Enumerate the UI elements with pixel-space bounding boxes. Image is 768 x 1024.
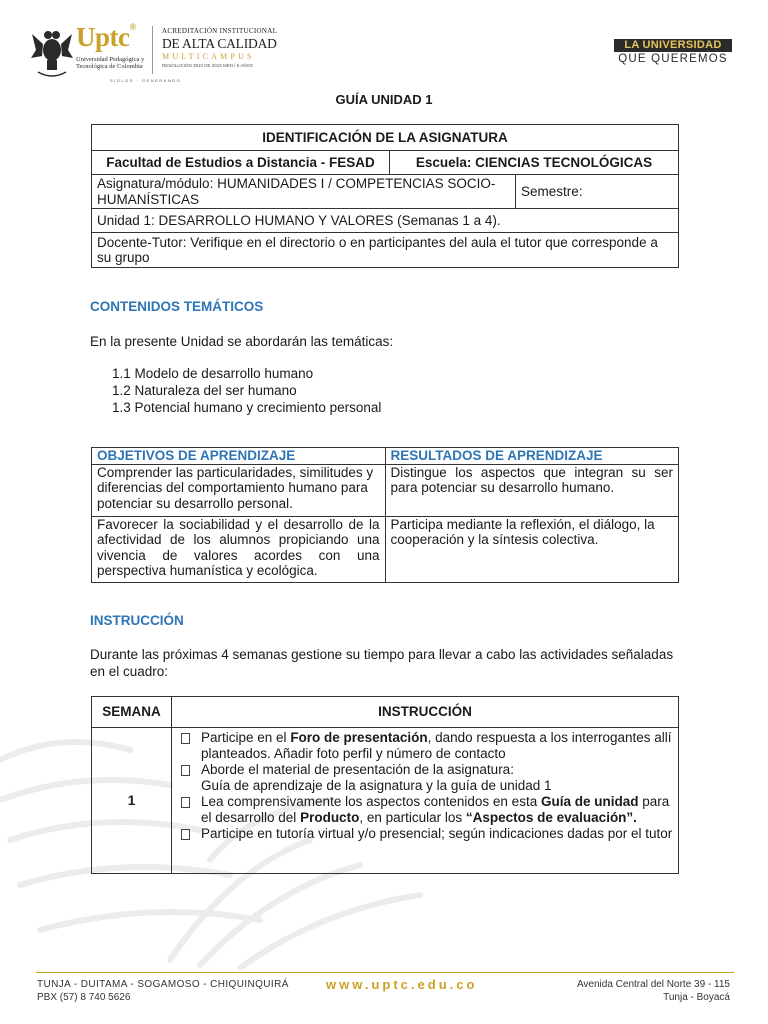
uptc-logo-subtitle: Universidad Pedagógica y Tecnológica de Colombia <box>76 56 145 70</box>
instruction-table <box>91 696 679 874</box>
list-item: Lea comprensivamente los aspectos contenidos en esta Guía de unidad para el desarrollo del Producto, en particular los “Aspectos de evaluación”. <box>177 794 673 826</box>
week-column-header: SEMANA <box>92 697 172 728</box>
accreditation-line-3: MULTICAMPUS <box>162 52 255 61</box>
result-cell: Participa mediante la reflexión, el diálogo, la cooperación y la síntesis colectiva. <box>385 516 679 582</box>
footer-divider <box>36 972 734 973</box>
list-item: 1.2 Naturaleza del ser humano <box>112 383 297 398</box>
identification-heading: IDENTIFICACIÓN DE LA ASIGNATURA <box>92 125 679 151</box>
footer-address: Avenida Central del Norte 39 - 115 <box>576 979 730 990</box>
instruction-intro: Durante las próximas 4 semanas gestione su tiempo para llevar a cabo las actividades señaladas en el cuadro: <box>90 647 674 679</box>
objective-cell: Favorecer la sociabilidad y el desarrollo de la afectividad de los alumnos propiciando una vivencia de valores acordes con una perspectiva humanística y ecológica. <box>92 516 386 582</box>
checkbox-bullet-icon <box>181 733 190 744</box>
result-cell: Distingue los aspectos que integran su ser para potenciar su desarrollo humano. <box>385 464 679 516</box>
contents-intro: En la presente Unidad se abordarán las temáticas: <box>90 334 394 349</box>
tutor-cell: Docente-Tutor: Verifique en el directorio o en participantes del aula el tutor que corresponde a su grupo <box>92 233 679 268</box>
faculty-cell: Facultad de Estudios a Distancia - FESAD <box>92 151 390 175</box>
semester-cell: Semestre: <box>516 175 679 209</box>
identification-table <box>91 124 679 175</box>
checkbox-bullet-icon <box>181 829 190 840</box>
accreditation-line-1: ACREDITACIÓN INSTITUCIONAL <box>162 27 278 35</box>
unit-cell: Unidad 1: DESARROLLO HUMANO Y VALORES (Semanas 1 a 4). <box>92 209 679 233</box>
objectives-table <box>91 447 679 583</box>
objective-cell: Comprender las particularidades, similitudes y diferencias del comportamiento humano para potenciar su desarrollo personal. <box>92 464 386 516</box>
subject-cell: Asignatura/módulo: HUMANIDADES I / COMPETENCIAS SOCIO-HUMANÍSTICAS <box>92 175 516 209</box>
list-item: Participe en tutoría virtual y/o presencial; según indicaciones dadas por el tutor <box>177 826 673 842</box>
instruction-list <box>177 728 673 844</box>
tagline-primary: LA UNIVERSIDAD <box>614 39 732 52</box>
subject-table <box>91 174 679 268</box>
accreditation-resolution: RESOLUCIÓN 3910 DE 2015 MEN / 6 AÑOS <box>162 63 254 68</box>
tagline-secondary: QUE QUEREMOS <box>618 53 728 65</box>
accreditation-line-2: DE ALTA CALIDAD <box>162 36 277 51</box>
footer-phone: PBX (57) 8 740 5626 <box>37 992 131 1003</box>
list-item: Participe en el Foro de presentación, dando respuesta a los interrogantes allí planteados. Añadir foto perfil y número de contacto <box>177 730 673 762</box>
instruction-cell <box>172 728 679 874</box>
header-separator <box>152 26 153 74</box>
uptc-logo-text: Uptc® <box>76 22 136 52</box>
objectives-column-header: OBJETIVOS DE APRENDIZAJE <box>92 448 386 465</box>
results-column-header: RESULTADOS DE APRENDIZAJE <box>385 448 679 465</box>
checkbox-bullet-icon <box>181 765 190 776</box>
footer-website-link[interactable]: www.uptc.edu.co <box>326 977 478 992</box>
footer-city: Tunja - Boyacá <box>663 992 730 1003</box>
document-title: GUÍA UNIDAD 1 <box>335 92 433 107</box>
contents-list <box>112 365 381 416</box>
checkbox-bullet-icon <box>181 797 190 808</box>
instruction-heading: INSTRUCCIÓN <box>90 613 184 628</box>
school-cell: Escuela: CIENCIAS TECNOLÓGICAS <box>390 151 679 175</box>
list-item: 1.3 Potencial humano y crecimiento personal <box>112 400 382 415</box>
list-item: 1.1 Modelo de desarrollo humano <box>112 366 314 381</box>
contents-heading: CONTENIDOS TEMÁTICOS <box>90 299 264 314</box>
week-number: 1 <box>92 728 172 874</box>
footer-cities: TUNJA - DUITAMA - SOGAMOSO - CHIQUINQUIRÁ <box>37 979 289 990</box>
instruction-column-header: INSTRUCCIÓN <box>172 697 679 728</box>
logo-caption: SIGLOS · GENERANDO <box>110 78 182 83</box>
list-item: Aborde el material de presentación de la asignatura: Guía de aprendizaje de la asignatura y la guía de unidad 1 <box>177 762 673 794</box>
